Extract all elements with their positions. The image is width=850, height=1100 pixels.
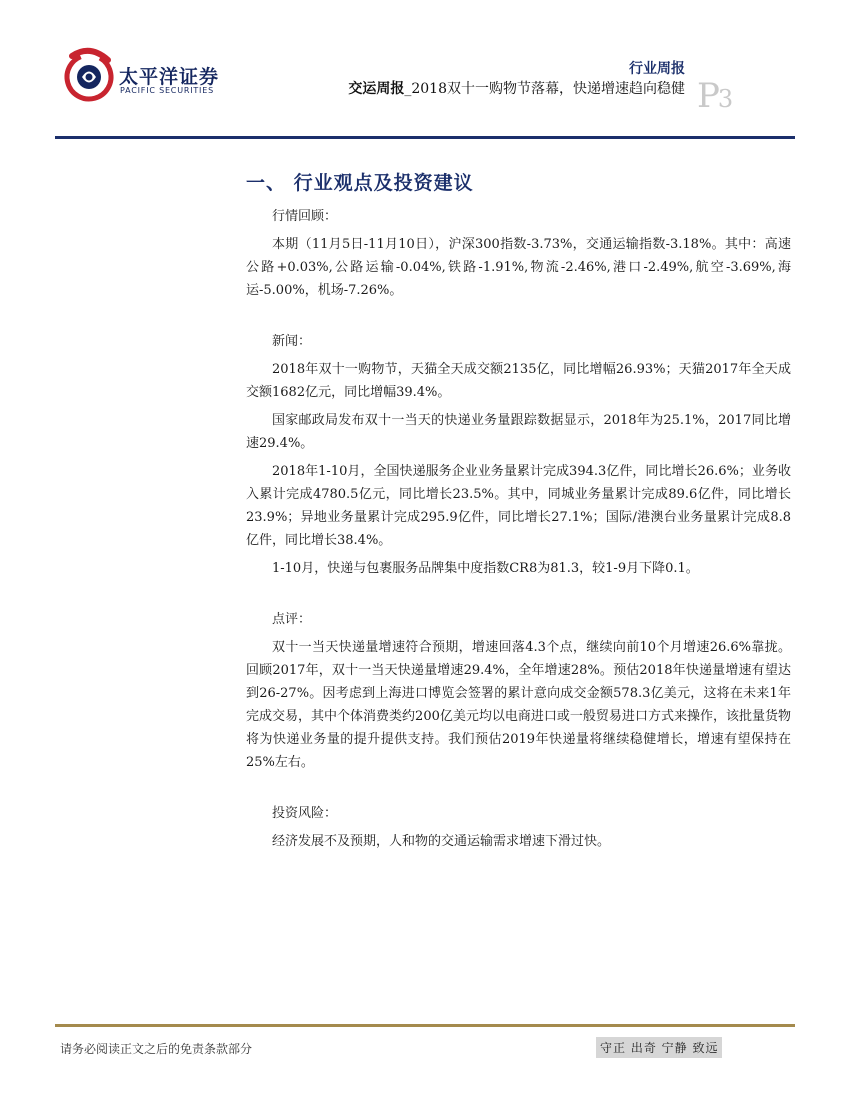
report-type: 行业周报 [629,61,685,77]
pacific-securities-logo-icon [60,46,118,104]
commentary-text: 双十一当天快递量增速符合预期，增速回落4.3个点，继续向前10个月增速26.6%靠拢。回顾2017年，双十一当天快递量增速29.4%，全年增速28%。预估2018年快递量增速有望达到26-27%。因考虑到上海进口博览会签署的累计意向成交金额578.3亿美元，这将在未来1年完成交易，其中个体消费类约200亿美元均以电商进口或一般贸易进口方式来操作，该批量货物将为快递业务量的提升提供支持。我们预估2019年快递量将继续稳健增长，增速有望保持在25%左右。 [246,640,791,770]
header-divider [55,136,795,139]
page-number-value: 3 [717,85,732,113]
risk-text: 经济发展不及预期，人和物的交通运输需求增速下滑过快。 [272,834,611,849]
footer-motto: 守正 出奇 宁静 致远 [596,1037,722,1058]
news-item: 国家邮政局发布双十一当天的快递业务量跟踪数据显示，2018年为25.1%，2017同比增速29.4%。 [246,413,791,451]
footer-disclaimer: 请务必阅读正文之后的免责条款部分 [60,1042,253,1056]
commentary-label: 点评： [272,612,312,627]
news-item: 2018年1-10月，全国快递服务企业业务量累计完成394.3亿件，同比增长26.6%；业务收入累计完成4780.5亿元，同比增长23.5%。其中，同城业务量累计完成89.6亿件，同比增长23.9%；异地业务量累计完成295.9亿件，同比增长27.1%；国际/港澳台业务量累计完成8.8亿件，同比增长38.4%。 [246,464,791,548]
report-title [348,78,685,98]
page-number [697,76,731,116]
page-number-prefix: P [697,76,718,116]
brand-name-cn: 太平洋证券 [119,66,220,88]
market-review-text: 本期（11月5日-11月10日），沪深300指数-3.73%，交通运输指数-3.18%。其中：高速公路+0.03%,公路运输-0.04%,铁路-1.91%,物流-2.46%,港口-2.49%,航空-3.69%,海运-5.00%，机场-7.26%。 [246,237,791,298]
risk-label: 投资风险： [272,806,338,821]
news-item: 2018年双十一购物节，天猫全天成交额2135亿，同比增幅26.93%；天猫2017年全天成交额1682亿元，同比增幅39.4%。 [246,362,791,400]
section-heading: 一、 行业观点及投资建议 [246,172,474,194]
market-review-label: 行情回顾： [272,209,338,224]
brand-name-en: PACIFIC SECURITIES [120,86,214,95]
report-title-bold: 交运周报 [348,81,405,97]
footer-divider [55,1024,795,1027]
news-item: 1-10月，快递与包裹服务品牌集中度指数CR8为81.3，较1-9月下降0.1。 [272,561,699,576]
news-label: 新闻： [272,334,312,349]
report-body [246,205,791,853]
report-title-rest: _2018双十一购物节落幕，快递增速趋向稳健 [404,81,685,97]
